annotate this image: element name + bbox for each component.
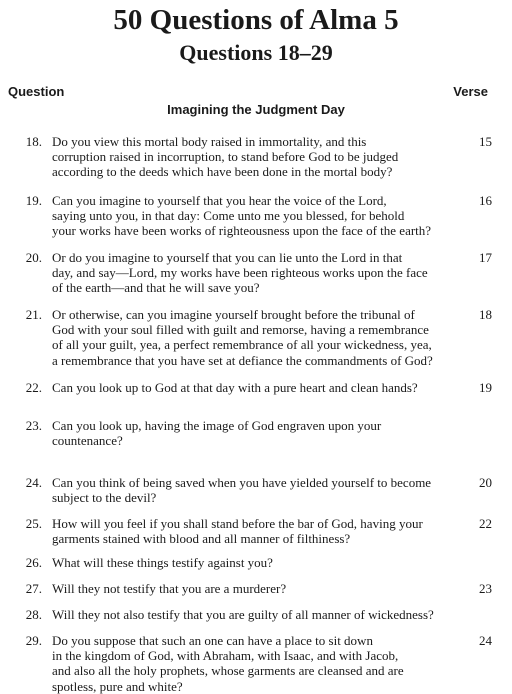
question-text (52, 307, 470, 368)
page-title: 50 Questions of Alma 5 (113, 4, 399, 36)
question-text (52, 380, 470, 395)
question-text-line: How will you feel if you shall stand before the bar of God, having your (52, 516, 423, 531)
verse-number: 16 (479, 193, 492, 208)
question-number: 20. (25, 250, 42, 265)
question-text-line: of all your guilt, yea, a perfect remembrance of all your wickedness, yea, (52, 337, 432, 353)
question-text-line: your works have been works of righteousness upon the face of the earth? (52, 223, 432, 239)
question-text-line: subject to the devil? (52, 490, 157, 506)
question-text-line: Do you suppose that such an one can have a place to sit down (52, 633, 373, 648)
column-header-verse: Verse (453, 84, 488, 99)
question-text-line: Can you think of being saved when you have yielded yourself to become (52, 475, 432, 490)
verse-number: 15 (479, 134, 492, 149)
question-text-line: What will these things testify against you? (52, 555, 273, 570)
question-number: 19. (25, 193, 42, 208)
question-text (52, 418, 470, 448)
question-number: 21. (25, 307, 42, 322)
question-text-line: Or do you imagine to yourself that you can lie unto the Lord in that (52, 250, 403, 265)
question-text (52, 607, 470, 622)
question-number: 25. (25, 516, 42, 531)
question-number: 24. (25, 475, 42, 490)
question-text-line: according to the deeds which have been done in the mortal body? (52, 164, 393, 180)
question-text-line: day, and say—Lord, my works have been righteous works upon the face (52, 265, 428, 281)
question-text-line: corruption raised in incorruption, to stand before God to be judged (52, 149, 399, 165)
question-text-line: Will they not also testify that you are guilty of all manner of wickedness? (52, 607, 434, 622)
question-text-line: Can you look up, having the image of God engraven upon your (52, 418, 382, 433)
question-number: 18. (25, 134, 42, 149)
question-number: 27. (25, 581, 42, 596)
question-number: 29. (25, 633, 42, 648)
question-text-line: countenance? (52, 433, 123, 449)
question-text-line: Or otherwise, can you imagine yourself brought before the tribunal of (52, 307, 415, 322)
question-text (52, 193, 470, 239)
question-text (52, 581, 470, 596)
question-text-line: and also all the holy prophets, whose garments are cleansed and are (52, 663, 404, 679)
question-number: 28. (25, 607, 42, 622)
question-text-line: saying unto you, in that day: Come unto me you blessed, for behold (52, 208, 405, 224)
question-text (52, 516, 470, 546)
verse-number: 22 (479, 516, 492, 531)
page-subtitle: Questions 18–29 (179, 40, 333, 65)
question-number: 22. (25, 380, 42, 395)
question-text-line: Can you look up to God at that day with a pure heart and clean hands? (52, 380, 418, 395)
question-text-line: of the earth—and that he will save you? (52, 280, 260, 296)
section-heading: Imagining the Judgment Day (167, 102, 345, 117)
question-text-line: Can you imagine to yourself that you hear the voice of the Lord, (52, 193, 387, 208)
column-header-question: Question (8, 84, 65, 99)
question-text-line: garments stained with blood and all manner of filthiness? (52, 531, 351, 547)
verse-number: 18 (479, 307, 492, 322)
question-text (52, 134, 470, 180)
question-text-line: spotless, pure and white? (52, 678, 183, 694)
verse-number: 19 (479, 380, 492, 395)
verse-number: 17 (479, 250, 492, 265)
question-text (52, 555, 470, 570)
verse-number: 24 (479, 633, 492, 648)
question-text-line: a remembrance that you have set at defiance the commandments of God? (52, 352, 433, 368)
question-text-line: Will they not testify that you are a murderer? (52, 581, 287, 596)
question-text (52, 475, 470, 505)
question-text-line: in the kingdom of God, with Abraham, with Isaac, and with Jacob, (52, 648, 399, 664)
question-number: 26. (25, 555, 42, 570)
question-text (52, 250, 470, 296)
question-text-line: God with your soul filled with guilt and remorse, having a remembrance (52, 322, 429, 338)
verse-number: 20 (479, 475, 492, 490)
question-number: 23. (25, 418, 42, 433)
question-text-line: Do you view this mortal body raised in immortality, and this (52, 134, 367, 149)
verse-number: 23 (479, 581, 492, 596)
